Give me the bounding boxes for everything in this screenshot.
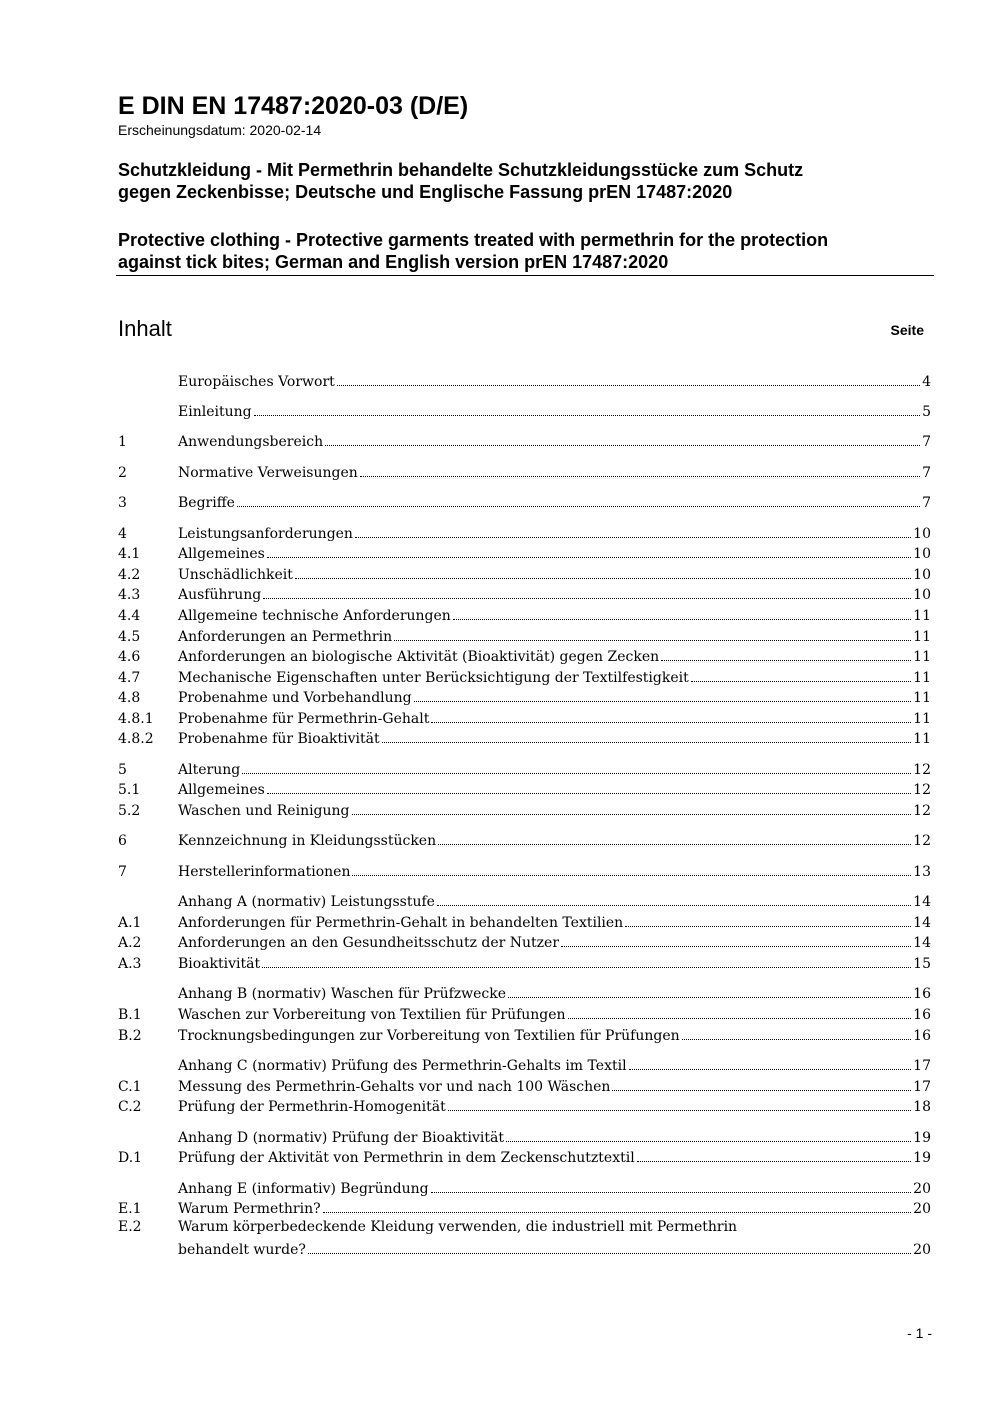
toc-entry-title: Allgemeines: [178, 782, 265, 799]
toc-entry-page: 20: [913, 1180, 931, 1197]
toc-entry-page: 7: [922, 434, 931, 451]
toc-leader-dots: [323, 1212, 912, 1213]
toc-leader-dots: [431, 722, 911, 723]
toc-entry-title: Anhang D (normativ) Prüfung der Bioaktivität: [178, 1129, 504, 1146]
toc-leader-dots: [242, 773, 911, 774]
toc-leader-dots: [506, 1141, 911, 1142]
toc-entry[interactable]: [118, 604, 931, 625]
toc-leader-dots: [360, 476, 920, 477]
toc-leader-dots: [637, 1161, 911, 1162]
toc-leader-dots: [267, 793, 911, 794]
toc-page-label: Seite: [890, 322, 924, 338]
toc-entry-page: 16: [913, 986, 931, 1003]
toc-entry-title: Trocknungsbedingungen zur Vorbereitung von Textilien für Prüfungen: [178, 1027, 680, 1044]
toc-entry[interactable]: [118, 1218, 931, 1259]
toc-leader-dots: [568, 1018, 912, 1019]
toc-entry-page: 16: [913, 1027, 931, 1044]
toc-leader-dots: [431, 1192, 912, 1193]
toc-entry-page: 20: [913, 1242, 931, 1259]
toc-entry-number: 4.2: [118, 566, 141, 583]
toc-entry-number: 4.6: [118, 649, 141, 666]
toc-entry-number: 4.8.1: [118, 710, 154, 727]
toc-entry-title: Unschädlichkeit: [178, 566, 293, 583]
toc-entry[interactable]: [118, 891, 931, 912]
toc-entry-page: 11: [913, 710, 931, 727]
toc-leader-dots: [561, 946, 911, 947]
toc-entry-number: C.1: [118, 1078, 142, 1095]
toc-leader-dots: [254, 415, 921, 416]
toc-entry[interactable]: [118, 1198, 931, 1219]
toc-leader-dots: [682, 1039, 912, 1040]
toc-entry-number: 4.3: [118, 587, 141, 604]
toc-entry[interactable]: [118, 492, 931, 513]
toc-entry-number: 3: [118, 495, 127, 512]
toc-leader-dots: [437, 905, 911, 906]
toc-entry-title: Waschen zur Vorbereitung von Textilien für Prüfungen: [178, 1007, 566, 1023]
toc-entry[interactable]: [118, 370, 931, 391]
toc-leader-dots: [629, 1069, 912, 1070]
toc-entry[interactable]: [118, 1126, 931, 1147]
header-rule: [116, 275, 934, 276]
toc-entry-number: 5.1: [118, 782, 141, 799]
toc-entry-page: 11: [913, 669, 931, 686]
toc-entry-title: Einleitung: [178, 403, 252, 420]
toc-entry-page: 10: [913, 525, 931, 542]
toc-entry-number: B.2: [118, 1027, 142, 1044]
toc-entry-number: 4.7: [118, 669, 141, 686]
toc-entry-number: 1: [118, 434, 127, 451]
toc-entry-page: 10: [913, 587, 931, 604]
toc-entry-number: 5.2: [118, 803, 141, 820]
toc-entry-title: Mechanische Eigenschaften unter Berücksichtigung der Textilfestigkeit: [178, 669, 689, 686]
toc-entry-number: E.2: [118, 1219, 142, 1236]
title-english: [118, 229, 938, 273]
toc-entry[interactable]: [118, 687, 931, 708]
toc-leader-dots: [414, 701, 912, 702]
toc-entry-number: 7: [118, 863, 127, 880]
toc-entry-title: Leistungsanforderungen: [178, 525, 353, 542]
toc-entry[interactable]: [118, 431, 931, 452]
toc-entry-title: Begriffe: [178, 495, 235, 512]
toc-entry-page: 12: [913, 761, 931, 778]
toc-entry-title: Ausführung: [178, 587, 262, 604]
toc-entry[interactable]: [118, 952, 931, 973]
toc-entry[interactable]: [118, 1024, 931, 1045]
toc-leader-dots: [508, 997, 911, 998]
toc-entry-title: Europäisches Vorwort: [178, 373, 335, 390]
toc-entry-number: A.1: [118, 914, 142, 931]
toc-leader-dots: [625, 926, 911, 927]
toc-entry-title: Warum körperbedeckende Kleidung verwenden, die industriell mit Permethrin: [178, 1219, 738, 1236]
toc-entry-title: Prüfung der Permethrin-Homogenität: [178, 1099, 446, 1116]
toc-leader-dots: [267, 557, 911, 558]
toc-entry[interactable]: [118, 728, 931, 749]
toc-entry-number: 4.5: [118, 628, 141, 645]
title-english-line-1: Protective clothing - Protective garments treated with permethrin for the protection: [118, 230, 829, 250]
toc-entry-title: Alterung: [178, 761, 241, 778]
toc-entry-title: Allgemeine technische Anforderungen: [178, 607, 451, 624]
toc-entry[interactable]: [118, 983, 931, 1004]
toc-entry-number: B.1: [118, 1007, 142, 1023]
toc-leader-dots: [661, 660, 911, 661]
toc-entry-title: Bioaktivität: [178, 956, 261, 973]
toc-leader-dots: [263, 598, 911, 599]
toc-entry-title: Probenahme für Bioaktivität: [178, 731, 380, 748]
toc-leader-dots: [308, 1253, 911, 1254]
toc-entry-page: 15: [913, 956, 931, 973]
toc-entry-number: D.1: [118, 1150, 143, 1167]
toc-leader-dots: [448, 1110, 911, 1111]
document-title: E DIN EN 17487:2020-03 (D/E): [118, 92, 469, 120]
toc-heading: Inhalt: [118, 316, 172, 341]
toc-leader-dots: [382, 742, 912, 743]
toc-entry[interactable]: [118, 1096, 931, 1117]
toc-entry-page: 20: [913, 1201, 931, 1218]
toc-entry-title: Herstellerinformationen: [178, 863, 351, 880]
toc-entry-number: 2: [118, 464, 127, 481]
toc-entry-title: Anhang A (normativ) Leistungsstufe: [178, 894, 435, 911]
toc-entry[interactable]: [118, 543, 931, 564]
toc-entry-number: 4.8.2: [118, 731, 154, 748]
title-german-line-2: gegen Zeckenbisse; Deutsche und Englische Fassung prEN 17487:2020: [118, 182, 733, 202]
toc-entry-title-continued: behandelt wurde?: [178, 1242, 306, 1259]
toc-entry-number: 6: [118, 833, 127, 850]
title-german-line-1: Schutzkleidung - Mit Permethrin behandelte Schutzkleidungsstücke zum Schutz: [118, 160, 804, 180]
toc-entry-page: 16: [913, 1007, 931, 1023]
toc-leader-dots: [237, 506, 920, 507]
toc-entry-number: A.2: [118, 935, 142, 952]
toc-entry-page: 11: [913, 649, 931, 666]
toc-entry-page: 4: [922, 373, 931, 390]
toc-entry[interactable]: [118, 911, 931, 932]
toc-entry[interactable]: [118, 707, 931, 728]
toc-entry[interactable]: [118, 646, 931, 667]
toc-entry-page: 17: [913, 1078, 931, 1095]
page-number: - 1 -: [907, 1325, 932, 1341]
toc-leader-dots: [352, 814, 912, 815]
toc-entry-page: 19: [913, 1150, 931, 1167]
toc-entry[interactable]: [118, 860, 931, 881]
toc-entry-title: Waschen und Reinigung: [178, 803, 350, 820]
toc-entry-title: Warum Permethrin?: [178, 1201, 321, 1218]
toc-entry-page: 14: [913, 914, 931, 931]
toc-entry-page: 10: [913, 566, 931, 583]
toc-leader-dots: [295, 578, 911, 579]
toc-entry-title: Anforderungen für Permethrin-Gehalt in behandelten Textilien: [178, 914, 624, 931]
toc-entry[interactable]: [118, 830, 931, 851]
toc-entry-title: Anforderungen an biologische Aktivität (Bioaktivität) gegen Zecken: [178, 649, 660, 666]
title-english-line-2: against tick bites; German and English version prEN 17487:2020: [118, 252, 669, 272]
toc-leader-dots: [438, 844, 911, 845]
publication-date: Erscheinungsdatum: 2020-02-14: [118, 122, 322, 138]
toc-entry[interactable]: [118, 1177, 931, 1198]
toc-leader-dots: [262, 967, 911, 968]
toc-leader-dots: [325, 445, 920, 446]
toc-entry-number: 4.8: [118, 690, 141, 707]
toc-entry[interactable]: [118, 625, 931, 646]
toc-entry-title: Probenahme für Permethrin-Gehalt: [178, 710, 430, 727]
toc-leader-dots: [352, 875, 911, 876]
toc-entry-page: 12: [913, 803, 931, 820]
toc-entry-title: Probenahme und Vorbehandlung: [178, 690, 412, 707]
toc-leader-dots: [394, 640, 911, 641]
toc-leader-dots: [612, 1090, 911, 1091]
toc-entry-title: Anforderungen an den Gesundheitsschutz der Nutzer: [178, 935, 560, 952]
toc-entry-title: Messung des Permethrin-Gehalts vor und nach 100 Wäschen: [178, 1078, 611, 1095]
toc-entry-page: 18: [913, 1099, 931, 1116]
toc-leader-dots: [453, 619, 911, 620]
toc-leader-dots: [337, 385, 920, 386]
toc-entry-page: 17: [913, 1057, 931, 1074]
toc-entry-number: E.1: [118, 1201, 142, 1218]
toc-entry-number: 4: [118, 525, 127, 542]
toc-entry-page: 7: [922, 464, 931, 481]
toc-entry-title: Allgemeines: [178, 546, 265, 563]
toc-entry-title: Anforderungen an Permethrin: [178, 628, 393, 645]
toc-leader-dots: [691, 681, 911, 682]
toc-entry[interactable]: [118, 932, 931, 953]
toc-entry-page: 14: [913, 935, 931, 952]
toc-entry-title: Normative Verweisungen: [178, 464, 358, 481]
toc-entry-title: Prüfung der Aktivität von Permethrin in dem Zeckenschutztextil: [178, 1150, 635, 1167]
toc-entry[interactable]: [118, 584, 931, 605]
toc-entry-page: 11: [913, 628, 931, 645]
toc-entry[interactable]: [118, 1054, 931, 1075]
toc-entry-page: 13: [913, 863, 931, 880]
toc-entry[interactable]: [118, 799, 931, 820]
toc-entry-page: 12: [913, 833, 931, 850]
toc-entry-page: 19: [913, 1129, 931, 1146]
toc-entry-number: A.3: [118, 956, 142, 973]
toc-entry[interactable]: [118, 461, 931, 482]
toc-entry-page: 12: [913, 782, 931, 799]
toc-entry[interactable]: [118, 758, 931, 779]
toc-entry-number: 4.1: [118, 546, 141, 563]
toc-entry-page: 5: [922, 403, 931, 420]
toc-entry[interactable]: [118, 1075, 931, 1096]
toc-entry-page: 11: [913, 690, 931, 707]
table-of-contents: [118, 370, 931, 1259]
toc-entry-title: Anhang E (informativ) Begründung: [178, 1180, 429, 1197]
toc-entry[interactable]: [118, 666, 931, 687]
toc-entry-page: 11: [913, 607, 931, 624]
toc-entry-number: 4.4: [118, 607, 141, 624]
toc-entry[interactable]: [118, 1147, 931, 1168]
toc-entry[interactable]: [118, 522, 931, 543]
toc-entry[interactable]: [118, 563, 931, 584]
toc-leader-dots: [355, 537, 911, 538]
title-german: [118, 159, 938, 203]
toc-entry-page: 14: [913, 894, 931, 911]
toc-entry[interactable]: [118, 779, 931, 800]
toc-entry-page: 11: [913, 731, 931, 748]
toc-entry-number: 5: [118, 761, 127, 778]
toc-entry[interactable]: [118, 1003, 931, 1024]
toc-entry-number: C.2: [118, 1099, 142, 1116]
toc-entry[interactable]: [118, 400, 931, 421]
toc-entry-page: 10: [913, 546, 931, 563]
toc-entry-title: Kennzeichnung in Kleidungsstücken: [178, 833, 437, 850]
toc-entry-title: Anwendungsbereich: [178, 434, 324, 451]
toc-entry-title: Anhang C (normativ) Prüfung des Permethrin-Gehalts im Textil: [178, 1057, 627, 1074]
toc-entry-title: Anhang B (normativ) Waschen für Prüfzwecke: [178, 986, 507, 1003]
toc-entry-page: 7: [922, 495, 931, 512]
